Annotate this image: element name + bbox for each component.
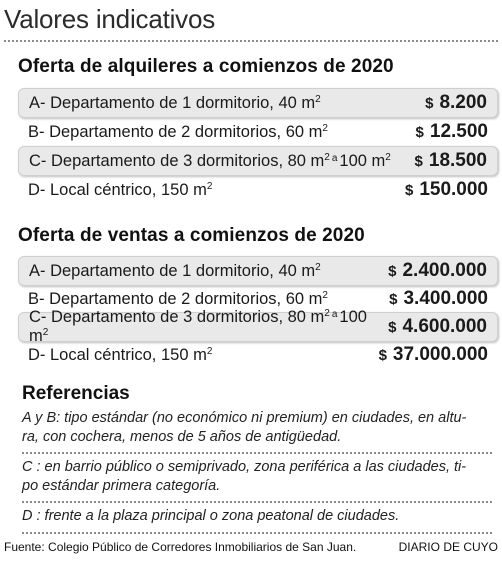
- title-divider: [4, 40, 498, 42]
- row-label: C- Departamento de 3 dormitorios, 80 $m^2$ $^a$ 100 $m^2$: [29, 308, 367, 345]
- row-price: $ 12.500: [415, 121, 488, 142]
- sales-heading: Oferta de ventas a comienzos de 2020: [18, 225, 365, 246]
- row-price: $ 4.600.000: [388, 316, 487, 337]
- reference-divider: [22, 452, 492, 454]
- sales-row-c: [18, 308, 498, 345]
- footer: [4, 540, 498, 554]
- row-price: $ 18.500: [414, 150, 487, 171]
- rental-row-b: [18, 117, 498, 147]
- rental-row-a: [18, 88, 498, 118]
- reference-divider: [22, 532, 492, 534]
- source-note: Fuente: Colegio Público de Corredores Inmobiliarios de San Juan.: [4, 540, 357, 554]
- row-label: A- Departamento de 1 dormitorio, 40 $m^2$: [29, 93, 321, 112]
- reference-divider: [22, 501, 492, 503]
- publisher-credit: DIARIO DE CUYO: [398, 540, 498, 554]
- row-label: B- Departamento de 2 dormitorios, 60 $m^2$: [28, 289, 328, 308]
- rental-row-d: [18, 175, 498, 205]
- row-price: $ 150.000: [404, 179, 488, 200]
- reference-note-ab: A y B: tipo estándar (no económico ni premium) en ciudades, en altu- ra, con cochera, menos de 5 años de antigüedad.: [22, 410, 467, 445]
- row-price: $ 2.400.000: [388, 260, 487, 281]
- row-label: B- Departamento de 2 dormitorios, 60 $m^2$: [28, 122, 328, 141]
- row-price: $ 3.400.000: [389, 288, 488, 309]
- row-label: D- Local céntrico, 150 $m^2$: [28, 180, 213, 199]
- row-price: $ 37.000.000: [378, 344, 488, 365]
- sales-row-d: [18, 340, 498, 370]
- page-title: Valores indicativos: [4, 4, 216, 34]
- row-label: C- Departamento de 3 dormitorios, 80 $m^2$ $^a$ 100 $m^2$: [29, 151, 391, 170]
- sales-row-a: [18, 256, 498, 286]
- row-price: $ 8.200: [425, 92, 487, 113]
- row-label: D- Local céntrico, 150 $m^2$: [28, 345, 213, 364]
- rental-row-c: [18, 146, 498, 176]
- row-label: A- Departamento de 1 dormitorio, 40 $m^2$: [29, 261, 321, 280]
- rentals-heading: Oferta de alquileres a comienzos de 2020: [18, 56, 394, 77]
- reference-note-d: D : frente a la plaza principal o zona peatonal de ciudades.: [22, 508, 400, 524]
- reference-note-c: C : en barrio público o semiprivado, zona periférica a las ciudades, ti- po estándar primera categoría.: [22, 459, 467, 494]
- references-heading: Referencias: [22, 383, 130, 404]
